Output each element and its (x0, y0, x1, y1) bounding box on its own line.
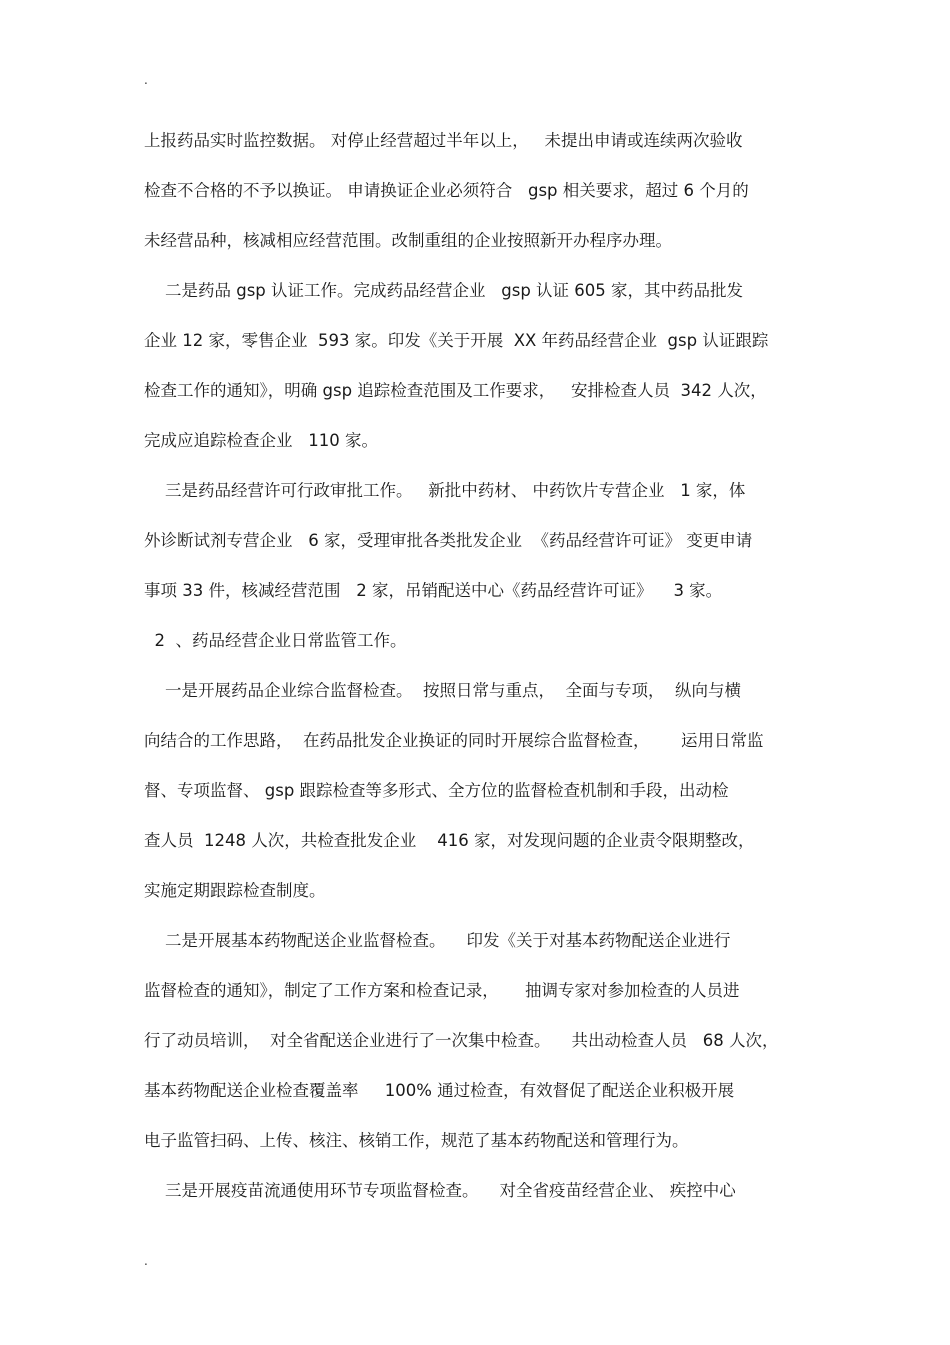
section-heading: 2 、药品经营企业日常监管工作。 (144, 631, 407, 650)
text-line: 完成应追踪检查企业 110 家。 (144, 431, 378, 450)
text-line: 行了动员培训， 对全省配送企业进行了一次集中检查。 共出动检查人员 68 人次， (144, 1031, 779, 1050)
text-line: 检查工作的通知》，明确 gsp 追踪检查范围及工作要求， 安排检查人员 342 人次， (144, 381, 767, 400)
text-line: 查人员 1248 人次，共检查批发企业 416 家，对发现问题的企业责令限期整改， (144, 831, 755, 850)
text-line: 外诊断试剂专营企业 6 家，受理审批各类批发企业 《药品经营许可证》 变更申请 (144, 531, 753, 550)
text-line: 督、专项监督、 gsp 跟踪检查等多形式、全方位的监督检查机制和手段，出动检 (144, 781, 729, 800)
text-line: 事项 33 件，核减经营范围 2 家，吊销配送中心《药品经营许可证》 3 家。 (144, 581, 723, 600)
text-line: 检查不合格的不予以换证。 申请换证企业必须符合 gsp 相关要求，超过 6 个月的 (144, 181, 749, 200)
text-line: 未经营品种，核减相应经营范围。改制重组的企业按照新开办程序办理。 (144, 231, 672, 250)
text-line: 电子监管扫码、上传、核注、核销工作，规范了基本药物配送和管理行为。 (144, 1131, 689, 1150)
text-line: 三是药品经营许可行政审批工作。 新批中药材、 中药饮片专营企业 1 家，体 (144, 481, 746, 500)
text-line: 一是开展药品企业综合监督检查。 按照日常与重点， 全面与专项， 纵向与横 (144, 681, 741, 700)
text-line: 实施定期跟踪检查制度。 (144, 881, 326, 900)
text-line: 基本药物配送企业检查覆盖率 100% 通过检查，有效督促了配送企业积极开展 (144, 1081, 735, 1100)
text-line: 上报药品实时监控数据。 对停止经营超过半年以上， 未提出申请或连续两次验收 (144, 131, 743, 150)
top-page-mark: . (144, 73, 148, 87)
text-line: 企业 12 家，零售企业 593 家。印发《关于开展 XX 年药品经营企业 gsp 认证跟踪 (144, 331, 769, 350)
text-line: 二是药品 gsp 认证工作。完成药品经营企业 gsp 认证 605 家，其中药品批发 (144, 281, 744, 300)
text-line: 三是开展疫苗流通使用环节专项监督检查。 对全省疫苗经营企业、 疾控中心 (144, 1181, 736, 1200)
text-line: 二是开展基本药物配送企业监督检查。 印发《关于对基本药物配送企业进行 (144, 931, 731, 950)
text-line: 监督检查的通知》，制定了工作方案和检查记录， 抽调专家对参加检查的人员进 (144, 981, 740, 1000)
bottom-page-mark: . (144, 1254, 148, 1268)
text-line: 向结合的工作思路， 在药品批发企业换证的同时开展综合监督检查， 运用日常监 (144, 731, 764, 750)
